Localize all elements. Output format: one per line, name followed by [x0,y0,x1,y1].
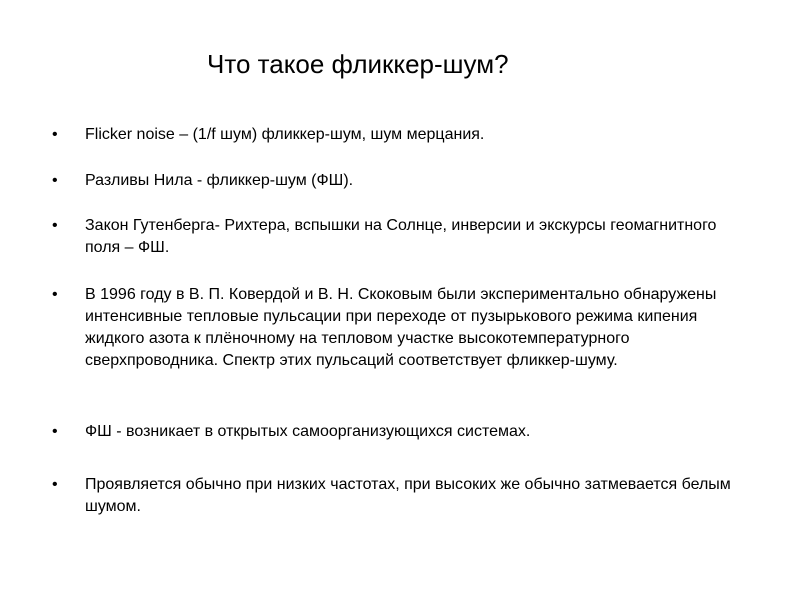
bullet-text: ФШ - возникает в открытых самоорганизующихся системах. [85,423,531,440]
bullet-text: Flicker noise – (1/f шум) фликкер-шум, шум мерцания. [85,126,485,143]
bullet-text: Разливы Нила - фликкер-шум (ФШ). [85,172,354,189]
bullet-marker: • [52,126,58,143]
bullet-marker: • [52,423,58,440]
slide-title: Что такое фликкер-шум? [207,49,509,79]
bullet-marker: • [52,217,58,234]
bullet-marker: • [52,476,58,493]
bullet-marker: • [52,172,58,189]
bullet-text: Закон Гутенберга- Рихтера, вспышки на Солнце, инверсии и экскурсы геомагнитного поля – ФШ. [85,217,717,256]
bullet-marker: • [52,286,58,303]
bullet-text: В 1996 году в В. П. Ковердой и В. Н. Скоковым были экспериментально обнаружены интенсивные тепловые пульсации при переходе от пузырькового режима кипения жидкого азота к плёночному на тепловом участке высокотемпературного сверхпроводника. Спектр этих пульсаций соответствует фликкер-шуму. [85,286,717,369]
bullet-text: Проявляется обычно при низких частотах, при высоких же обычно затмевается белым шумом. [85,476,731,515]
